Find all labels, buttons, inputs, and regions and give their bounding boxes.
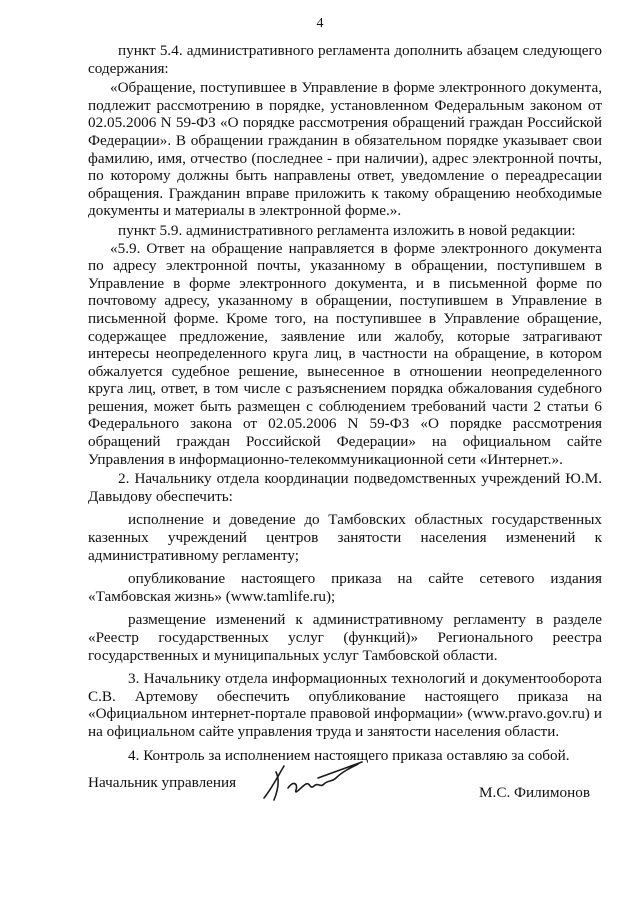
- signature-block: [88, 770, 602, 810]
- paragraph-item-5-9: пункт 5.9. административного регламента изложить в новой редакции:: [118, 221, 576, 239]
- document-body: [88, 42, 602, 764]
- paragraph-quote-5-9: «5.9. Ответ на обращение направляется в форме электронного документа по адресу электронной почты, указанному в обращении, поступившем в Управление в форме электронного документа, и в письменной форме по почтовому адресу, указанному в обращении, поступившем в Управление в письменной форме. Кроме того, на поступившее в Управление обращение, содержащее предложение, заявление или жалобу, которые затрагивают интересы неопределенного круга лиц, в частности на обращение, в котором обжалуется судебное решение, вынесенное в отношении неопределенного круга лиц, ответ, в том числе с разъяснением порядка обжалования судебного решения, может быть размещен с соблюдением требований части 2 статьи 6 Федерального закона от 02.05.2006 N 59-ФЗ «О порядке рассмотрения обращений граждан Российской Федерации» на официальном сайте Управления в информационно-телекоммуникационной сети «Интернет.».: [88, 239, 602, 468]
- paragraph-point-2-sub-1: исполнение и доведение до Тамбовских областных государственных казенных учреждений центров занятости населения изменений к административному регламенту;: [88, 511, 602, 564]
- paragraph-point-2: 2. Начальнику отдела координации подведомственных учреждений Ю.М. Давыдову обеспечить:: [88, 470, 602, 505]
- paragraph-quote-5-4: «Обращение, поступившее в Управление в форме электронного документа, подлежит рассмотрению в порядке, установленном Федеральным законом от 02.05.2006 N 59-ФЗ «О порядке рассмотрения обращений граждан Российской Федерации». В обращении гражданин в обязательном порядке указывает свои фамилию, имя, отчество (последнее - при наличии), адрес электронной почты, по которому должны быть направлены ответ, уведомление о переадресации обращения. Гражданин вправе приложить к такому обращению необходимые документы и материалы в электронной форме.».: [88, 79, 602, 220]
- paragraph-point-3: 3. Начальнику отдела информационных технологий и документооборота С.В. Артемову обеспечить опубликование настоящего приказа на «Официальном интернет-портале правовой информации» (www.pravo.gov.ru) и на официальном сайте управления труда и занятости населения области.: [88, 670, 602, 740]
- paragraph-point-4: 4. Контроль за исполнением настоящего приказа оставляю за собой.: [128, 746, 570, 764]
- page-number: 4: [316, 16, 324, 31]
- signatory-title: Начальник управления: [88, 774, 237, 791]
- paragraph-item-5-4: пункт 5.4. административного регламента дополнить абзацем следующего содержания:: [88, 42, 602, 77]
- signatory-name: М.С. Филимонов: [479, 784, 590, 801]
- paragraph-point-2-sub-2: опубликование настоящего приказа на сайте сетевого издания «Тамбовская жизнь» (www.tamlife.ru);: [88, 570, 602, 605]
- paragraph-point-2-sub-3: размещение изменений к административному регламенту в разделе «Реестр государственных услуг (функций)» Регионального реестра государственных и муниципальных услуг Тамбовской области.: [88, 611, 602, 664]
- handwritten-signature: [258, 758, 378, 806]
